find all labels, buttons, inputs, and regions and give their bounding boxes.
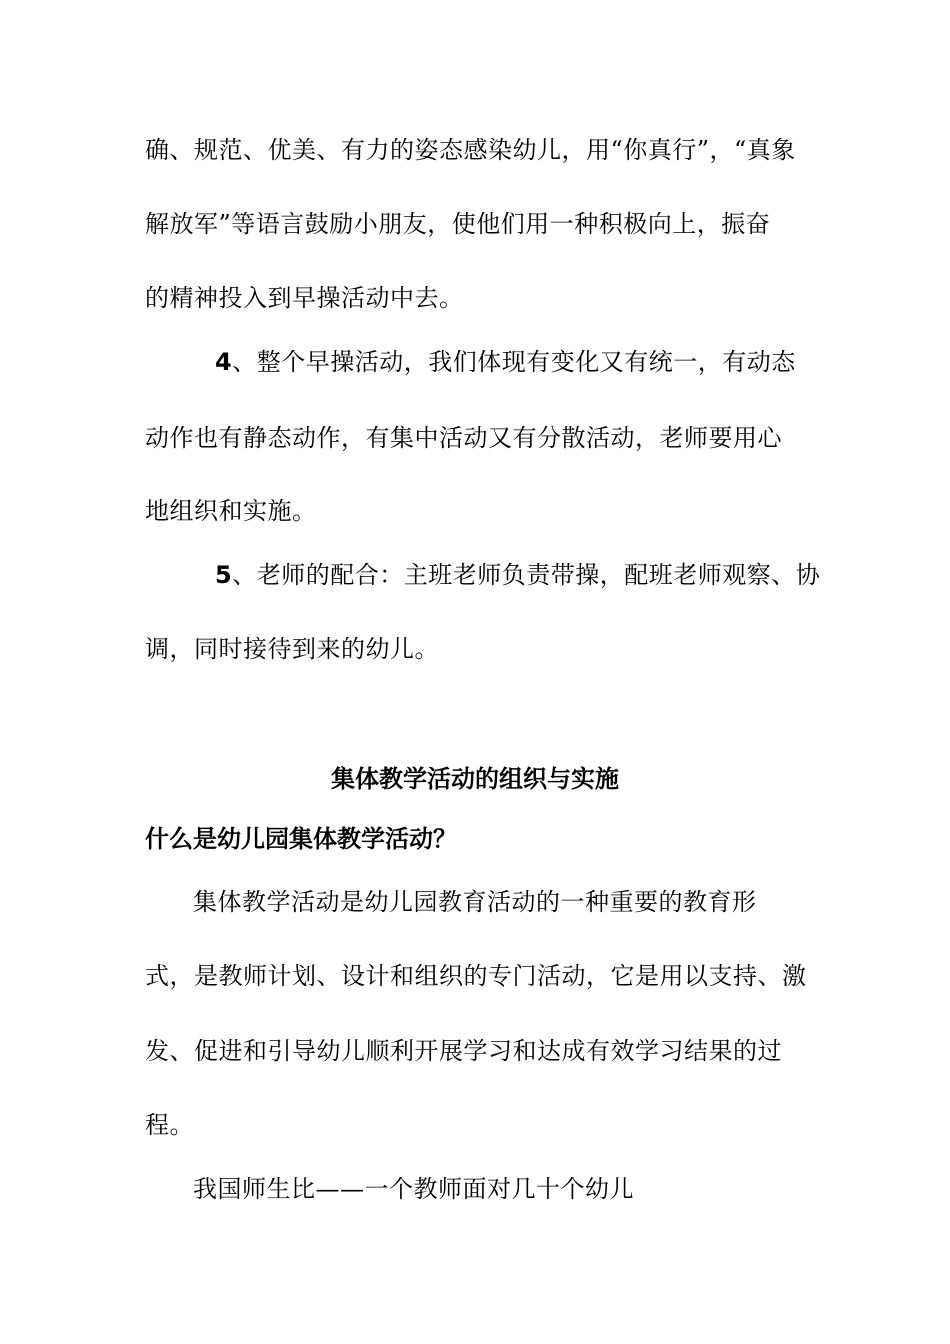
paragraph-line: 发、促进和引导幼儿顺利开展学习和达成有效学习结果的过	[145, 1037, 782, 1065]
text-line: 的精神投入到早操活动中去。	[145, 284, 464, 312]
list-item-number: 4	[215, 348, 233, 376]
list-item-5	[215, 559, 880, 591]
list-item-text: 、整个早操活动，我们体现有变化又有统一，有动态	[232, 348, 796, 376]
paragraph-line: 式，是教师计划、设计和组织的专门活动，它是用以支持、激	[145, 962, 807, 990]
section-title: 集体教学活动的组织与实施	[331, 765, 619, 793]
list-item-number: 5	[215, 561, 233, 589]
text-line: 解放军”等语言鼓励小朋友，使他们用一种积极向上，振奋	[145, 210, 771, 238]
text-line: 调，同时接待到来的幼儿。	[145, 635, 439, 663]
list-item-text: 、老师的配合：主班老师负责带操，配班老师观察、协	[232, 561, 821, 589]
paragraph-line: 程。	[145, 1111, 194, 1139]
paragraph-line: 集体教学活动是幼儿园教育活动的一种重要的教育形	[193, 888, 757, 916]
text-line: 确、规范、优美、有力的姿态感染幼儿，用“你真行”，“真象	[145, 136, 796, 164]
question-heading: 什么是幼儿园集体教学活动？	[145, 825, 457, 853]
text-line: 地组织和实施。	[145, 497, 317, 525]
paragraph-line: 我国师生比——一个教师面对几十个幼儿	[193, 1175, 634, 1203]
list-item-4	[215, 346, 880, 378]
text-line: 动作也有静态动作，有集中活动又有分散活动，老师要用心	[145, 424, 782, 452]
